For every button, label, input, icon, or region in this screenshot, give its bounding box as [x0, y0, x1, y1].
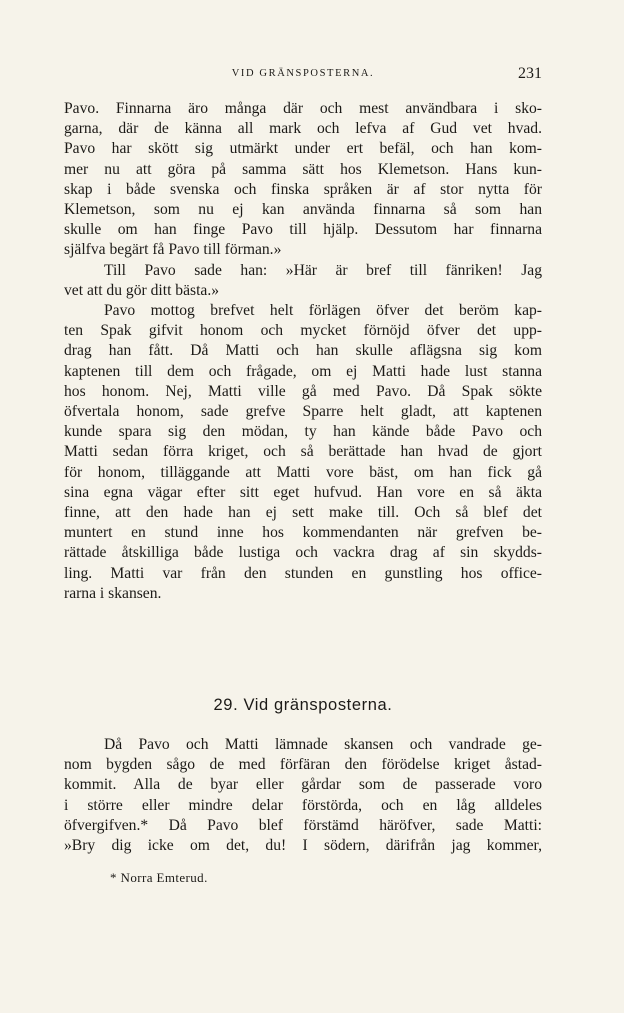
- text-line: kunde spara sig den mödan, ty han kände både Pavo och: [64, 423, 542, 441]
- text-line: nom bygden sågo de med förfäran den förödelse kriget åstad-: [64, 756, 542, 774]
- text-line: för honom, tilläggande att Matti vore bäst, om han fick gå: [64, 463, 542, 481]
- text-line: Matti sedan förra kriget, och så berättade han hvad de gjort: [64, 443, 542, 461]
- footnote: * Norra Emterud.: [110, 870, 208, 885]
- running-head: [64, 66, 542, 86]
- text-line: Då Pavo och Matti lämnade skansen och vandrade ge-: [104, 736, 542, 753]
- text-line: i större eller mindre delar förstörda, och en låg alldeles: [64, 796, 542, 814]
- text-line: rättade åtskilliga både lustiga och vackra drag af sin skydds-: [64, 544, 542, 562]
- text-line: Klemetson, som nu ej kan använda finnarna så som han: [64, 201, 542, 219]
- text-line: drag han fått. Då Matti och han skulle aflägsna sig kom: [64, 342, 542, 360]
- text-line: öfvergifven.* Då Pavo blef förstämd häröfver, sade Matti:: [64, 816, 542, 834]
- text-line: vet att du gör ditt bästa.»: [64, 281, 220, 299]
- running-title: VID GRÄNSPOSTERNA.: [231, 68, 375, 79]
- text-line: mer nu att göra på samma sätt hos Klemetson. Hans kun-: [64, 160, 542, 178]
- text-line: Pavo. Finnarna äro många där och mest användbara i sko-: [64, 100, 542, 117]
- text-line: Pavo har skött sig utmärkt under ert befäl, och han kom-: [64, 140, 542, 158]
- text-line: ten Spak gifvit honom och mycket förnöjd öfver det upp-: [64, 322, 542, 340]
- page-number: 231: [518, 65, 542, 82]
- text-line: finne, att den hade han ej sett make till. Och så blef det: [64, 504, 542, 522]
- text-line: hos honom. Nej, Matti ville gå med Pavo. Då Spak sökte: [64, 382, 542, 400]
- text-line: rarna i skansen.: [64, 584, 162, 602]
- text-line: »Bry dig icke om det, du! I södern, därifrån jag kommer,: [64, 837, 542, 855]
- text-line: kaptenen till dem och frågade, om ej Matti hade lust stanna: [64, 362, 542, 380]
- text-line: Till Pavo sade han: »Här är bref till fänriken! Jag: [104, 261, 542, 279]
- chapter-heading: 29. Vid gränsposterna.: [213, 696, 393, 714]
- body-text-top: [64, 99, 542, 604]
- body-text-bottom: [64, 735, 542, 856]
- text-line: kommit. Alla de byar eller gårdar som de passerade voro: [64, 776, 542, 794]
- text-line: muntert en stund inne hos kommendanten när grefven be-: [64, 524, 542, 542]
- text-line: ling. Matti var från den stunden en gunstling hos office-: [64, 564, 542, 582]
- text-line: skap i både svenska och finska språken är af stor nytta för: [64, 180, 542, 198]
- text-line: Pavo mottog brefvet helt förlägen öfver det beröm kap-: [104, 302, 542, 320]
- text-line: själfva begärt få Pavo till förman.»: [64, 241, 282, 259]
- text-line: sina egna vägar efter sitt eget hufvud. Han vore en så äkta: [64, 483, 542, 501]
- text-line: öfvertala honom, sade grefve Sparre helt gladt, att kaptenen: [64, 403, 542, 421]
- text-line: skulle om han finge Pavo till hjälp. Dessutom har finnarna: [64, 221, 542, 239]
- text-line: garna, där de känna all mark och lefva af Gud vet hvad.: [64, 120, 542, 138]
